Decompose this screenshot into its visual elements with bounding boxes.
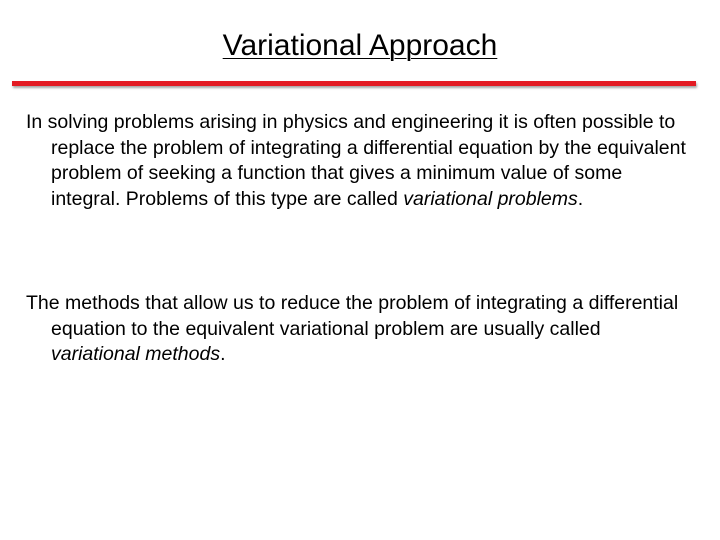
title-divider <box>12 81 696 86</box>
emphasis-term: variational methods <box>51 343 221 365</box>
paragraph-text: The methods that allow us to reduce the problem of integrating a differential equation to the equivalent variational problem are usually called <box>26 292 679 340</box>
paragraph-text-end: . <box>577 187 584 210</box>
paragraph-text-end: . <box>220 343 226 365</box>
paragraph-text: In solving problems arising in physics and engineering it is often possible to replace the problem of integrating a differential equation by the equivalent problem of seeking a function that gives a minimum value of some integral. Problems of this type are called <box>26 111 686 210</box>
slide-title: Variational Approach <box>222 29 498 62</box>
paragraph-variational-problems <box>26 110 691 212</box>
emphasis-term: variational problems <box>403 187 578 210</box>
paragraph-variational-methods <box>26 291 691 368</box>
